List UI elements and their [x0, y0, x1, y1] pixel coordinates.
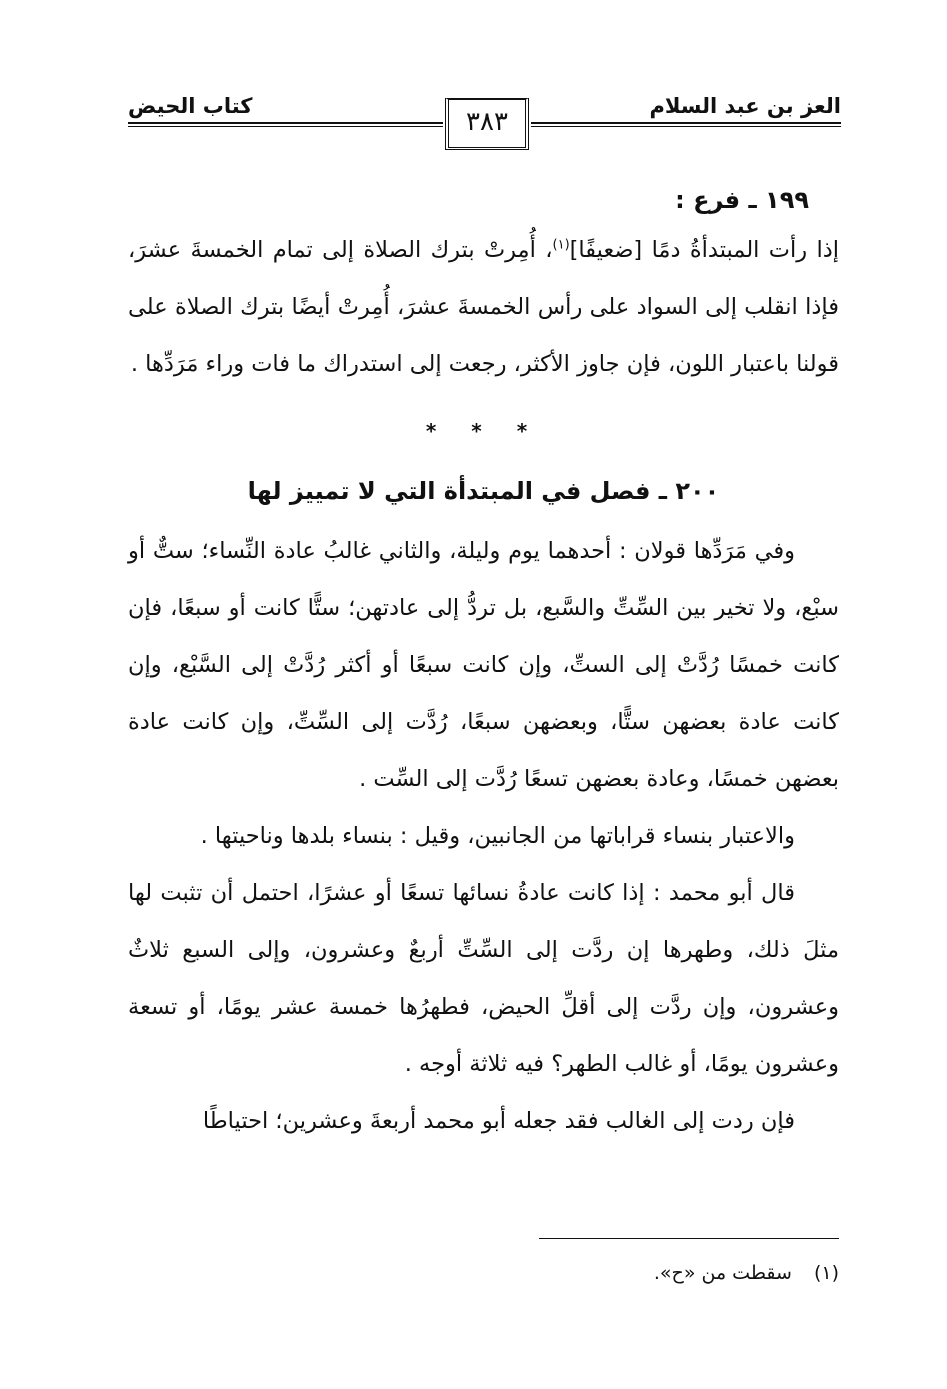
- section-199-text-part-2: ، أُمِرتْ بترك الصلاة إلى تمام الخمسةَ عشرَ، فإذا انقلب إلى السواد على رأس الخمسةَ عشرَ، أُمِرتْ أيضًا بترك الصلاة على قولنا باعتبار اللون، فإن جاوز الأكثر، رجعت إلى استدراك ما فات وراء مَرَدِّها .: [128, 237, 839, 377]
- section-199-text-part-1: إذا رأت المبتدأةُ دمًا [ضعيفًا]: [569, 237, 839, 263]
- section-199-heading: ١٩٩ ـ فرع :: [675, 186, 809, 214]
- section-200-paragraph-2: والاعتبار بنساء قراباتها من الجانبين، وقيل : بنساء بلدها وناحيتها .: [200, 823, 795, 849]
- footnote-text: سقطت من «ح».: [653, 1262, 792, 1284]
- section-200-paragraph-4: فإن ردت إلى الغالب فقد جعله أبو محمد أربعةَ وعشرين؛ احتياطًا: [202, 1108, 795, 1134]
- section-separator: * * *: [425, 419, 542, 443]
- footnote-mark: (١): [813, 1262, 839, 1284]
- section-200-title: ٢٠٠ ـ فصل في المبتدأة التي لا تمييز لها: [247, 477, 720, 505]
- main-text: [128, 178, 839, 1150]
- footnote-reference[interactable]: (١): [552, 237, 570, 253]
- header-rule-left: [128, 122, 443, 124]
- footnote: [128, 1258, 839, 1288]
- running-head-author: العز بن عبد السلام: [649, 94, 841, 118]
- section-199-paragraph: [128, 222, 839, 393]
- header-rule-right: [531, 122, 841, 124]
- footnote-divider: [539, 1238, 839, 1239]
- page-number: ٣٨٣: [445, 98, 529, 150]
- section-200-paragraph-3: قال أبو محمد : إذا كانت عادةُ نسائها تسعًا أو عشرًا، احتمل أن تثبت لها مثلَ ذلك، وطهرها إن ردَّت إلى السِّتِّ أربعٌ وعشرون، وإلى السبع ثلاثٌ وعشرون، وإن ردَّت إلى أقلِّ الحيض، فطهرُها خمسة عشر يومًا، أو تسعة وعشرون يومًا، أو غالب الطهر؟ فيه ثلاثة أوجه .: [128, 880, 839, 1077]
- running-head-section: كتاب الحيض: [128, 94, 253, 118]
- section-200-paragraph-1: وفي مَرَدِّها قولان : أحدهما يوم وليلة، والثاني غالبُ عادة النِّساء؛ ستٌّ أو سبْع، ولا تخير بين السِّتِّ والسَّبع، بل تردُّ إلى عادتهن؛ ستًّا كانت أو سبعًا، فإن كانت خمسًا رُدَّتْ إلى الستِّ، وإن كانت سبعًا أو أكثر رُدَّتْ إلى السَّبْع، وإن كانت عادة بعضهن ستًّا، وبعضهن سبعًا، رُدَّت إلى السِّتِّ، وإن كانت عادة بعضهن خمسًا، وعادة بعضهن تسعًا رُدَّت إلى السِّت .: [128, 538, 839, 792]
